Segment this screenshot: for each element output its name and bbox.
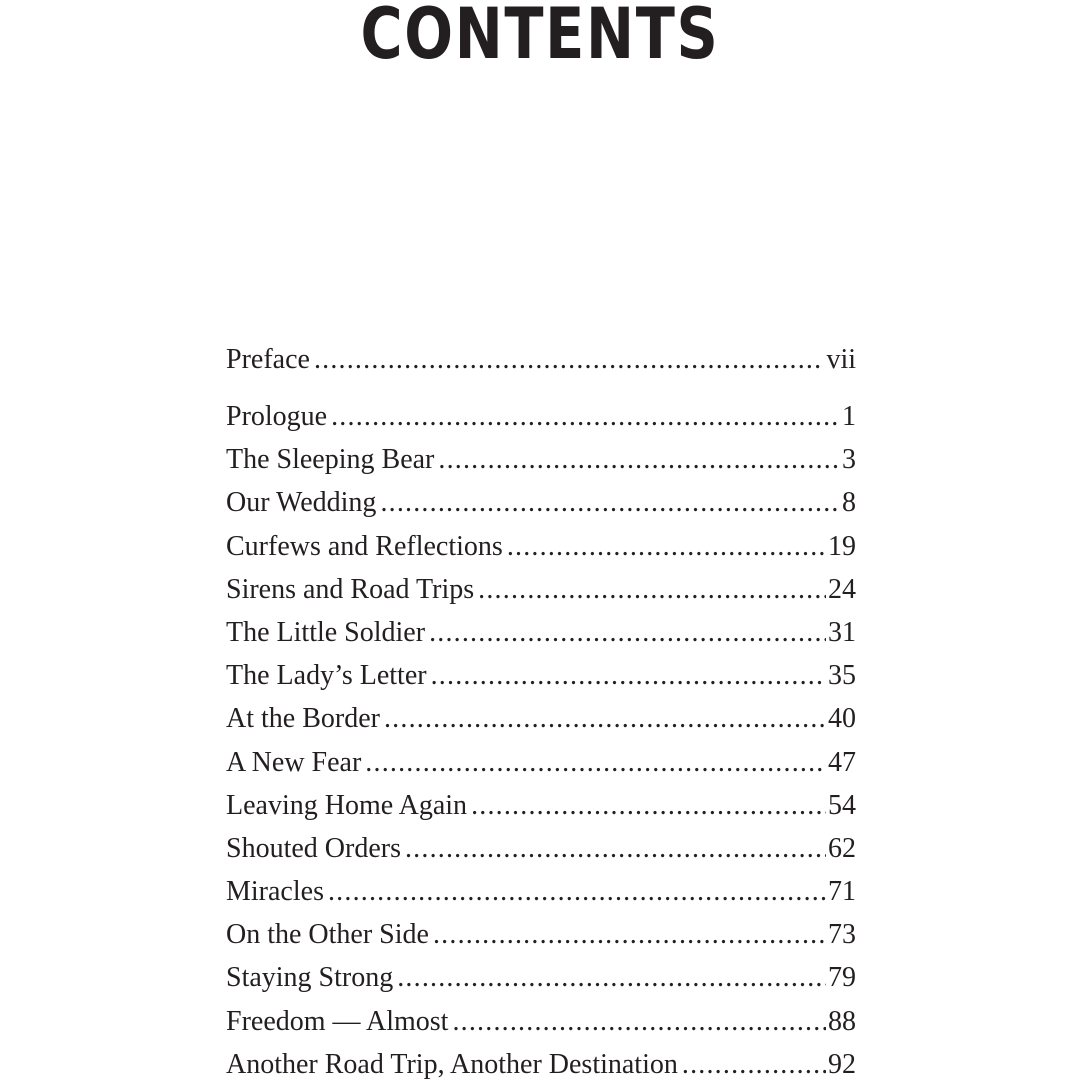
toc-entry-page: 19 xyxy=(828,530,856,562)
toc-entry-page: 47 xyxy=(828,746,856,778)
toc-entry xyxy=(226,611,856,654)
toc-entry-title: Shouted Orders xyxy=(226,832,401,864)
dot-leader xyxy=(397,956,826,999)
toc-entry xyxy=(226,870,856,913)
dot-leader xyxy=(314,338,825,381)
toc-entry xyxy=(226,1000,856,1043)
toc-entry xyxy=(226,481,856,524)
toc-entry xyxy=(226,827,856,870)
toc-entry-title: The Lady’s Letter xyxy=(226,660,427,692)
dot-leader xyxy=(328,870,826,913)
dot-leader xyxy=(438,438,840,481)
toc-entry-page: 31 xyxy=(828,616,856,648)
dot-leader xyxy=(478,568,826,611)
toc-entry-title: Prologue xyxy=(226,401,328,432)
toc-entry-page: 88 xyxy=(828,1005,856,1037)
toc-entry xyxy=(226,438,856,481)
toc-entry-title: Miracles xyxy=(226,876,324,908)
dot-leader xyxy=(380,481,840,524)
toc-entry xyxy=(226,1043,856,1080)
dot-leader xyxy=(365,741,826,784)
toc-entry-title: A New Fear xyxy=(226,746,362,778)
toc-entry-title: The Little Soldier xyxy=(226,616,426,648)
toc-entry-page: 35 xyxy=(828,660,856,692)
toc-entry-page: 62 xyxy=(828,832,856,864)
toc-entry xyxy=(226,913,856,956)
dot-leader xyxy=(384,697,826,740)
toc-entry xyxy=(226,741,856,784)
toc-entry xyxy=(226,956,856,999)
toc-entry xyxy=(226,697,856,740)
toc-entry xyxy=(226,395,856,438)
dot-leader xyxy=(471,784,826,827)
table-of-contents xyxy=(226,338,856,1080)
toc-entry-title: Freedom — Almost xyxy=(226,1005,449,1037)
toc-entry xyxy=(226,654,856,697)
toc-entry-page: 54 xyxy=(828,789,856,821)
toc-entry-title: Leaving Home Again xyxy=(226,789,468,821)
toc-entry-page: 3 xyxy=(842,444,856,476)
toc-entry-page: 71 xyxy=(828,876,856,908)
dot-leader xyxy=(682,1043,826,1080)
dot-leader xyxy=(331,395,840,438)
dot-leader xyxy=(452,1000,826,1043)
toc-entry xyxy=(226,525,856,568)
toc-entry-page: 8 xyxy=(842,487,856,519)
toc-entry xyxy=(226,784,856,827)
dot-leader xyxy=(405,827,826,870)
toc-entry-title: The Sleeping Bear xyxy=(226,444,435,476)
toc-entry-title: Preface xyxy=(226,344,310,375)
toc-entry-title: Sirens and Road Trips xyxy=(226,573,475,605)
dot-leader xyxy=(507,525,826,568)
toc-entry-page: vii xyxy=(826,344,856,375)
page-title: CONTENTS xyxy=(360,0,720,75)
toc-entry-title: Curfews and Reflections xyxy=(226,530,503,562)
toc-entry-page: 73 xyxy=(828,919,856,951)
dot-leader xyxy=(431,654,826,697)
toc-entry-page: 79 xyxy=(828,962,856,994)
toc-entry-page: 92 xyxy=(828,1048,856,1080)
toc-entry xyxy=(226,568,856,611)
dot-leader xyxy=(429,611,826,654)
toc-entry-title: At the Border xyxy=(226,703,380,735)
toc-entry-page: 1 xyxy=(842,401,856,432)
toc-entry-title: Another Road Trip, Another Destination xyxy=(226,1048,678,1080)
toc-entry-title: On the Other Side xyxy=(226,919,429,951)
toc-entry-title: Our Wedding xyxy=(226,487,377,519)
toc-entry-title: Staying Strong xyxy=(226,962,394,994)
dot-leader xyxy=(433,913,826,956)
toc-entry-page: 24 xyxy=(828,573,856,605)
toc-entry-preface xyxy=(226,338,856,395)
toc-entry-page: 40 xyxy=(828,703,856,735)
